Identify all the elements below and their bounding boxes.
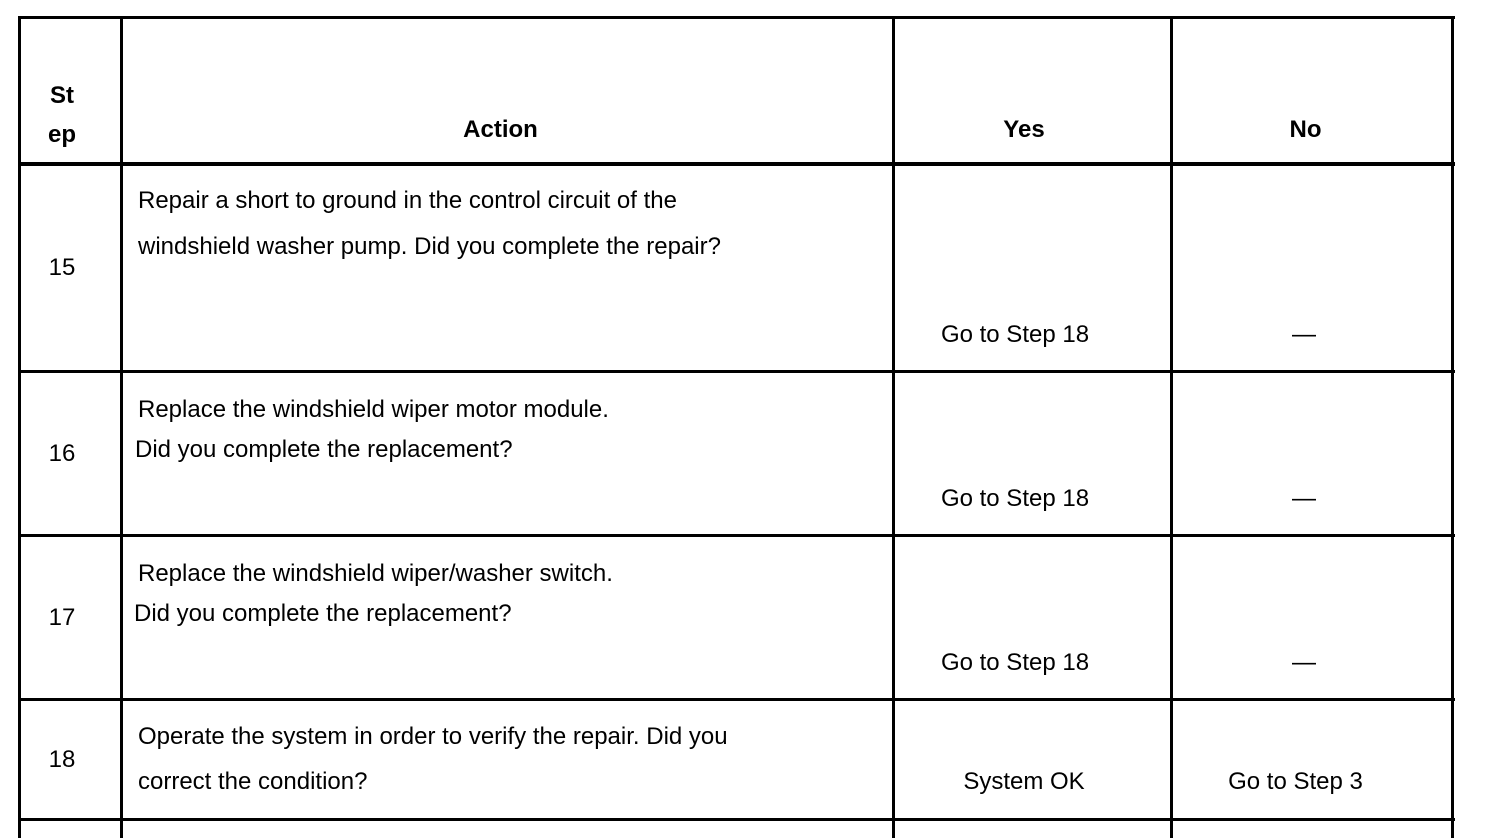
no-result: — bbox=[1292, 485, 1316, 512]
action-text-line: Operate the system in order to verify the repair. Did you bbox=[138, 723, 728, 750]
header-action: Action bbox=[463, 116, 538, 143]
header-divider bbox=[18, 162, 1455, 166]
step-number: 18 bbox=[48, 746, 76, 773]
action-text-line: correct the condition? bbox=[138, 768, 368, 795]
header-step: St ep bbox=[47, 82, 76, 148]
action-text-line: Replace the windshield wiper motor module. bbox=[138, 396, 609, 423]
action-text-line: Did you complete the replacement? bbox=[135, 436, 513, 463]
action-text-line: windshield washer pump. Did you complete the repair? bbox=[138, 233, 721, 260]
action-text-line: Did you complete the replacement? bbox=[134, 600, 512, 627]
header-no: No bbox=[1289, 116, 1322, 143]
no-result: — bbox=[1292, 649, 1316, 676]
yes-result: System OK bbox=[963, 768, 1085, 795]
action-text-line: Repair a short to ground in the control circuit of the bbox=[138, 187, 677, 214]
row-divider bbox=[18, 698, 1455, 701]
no-result: Go to Step 3 bbox=[1228, 768, 1363, 795]
row-divider bbox=[18, 818, 1455, 821]
yes-result: Go to Step 18 bbox=[940, 649, 1090, 676]
yes-result: Go to Step 18 bbox=[940, 321, 1090, 348]
step-number: 17 bbox=[48, 604, 76, 631]
row-divider bbox=[18, 534, 1455, 537]
action-text-line: Replace the windshield wiper/washer switch. bbox=[138, 560, 613, 587]
no-result: — bbox=[1292, 321, 1316, 348]
header-yes: Yes bbox=[1003, 116, 1045, 143]
row-divider bbox=[18, 370, 1455, 373]
yes-result: Go to Step 18 bbox=[940, 485, 1090, 512]
step-number: 16 bbox=[48, 440, 76, 467]
column-divider bbox=[1451, 16, 1454, 838]
step-number: 15 bbox=[48, 254, 76, 281]
table-border-top bbox=[18, 16, 1455, 19]
